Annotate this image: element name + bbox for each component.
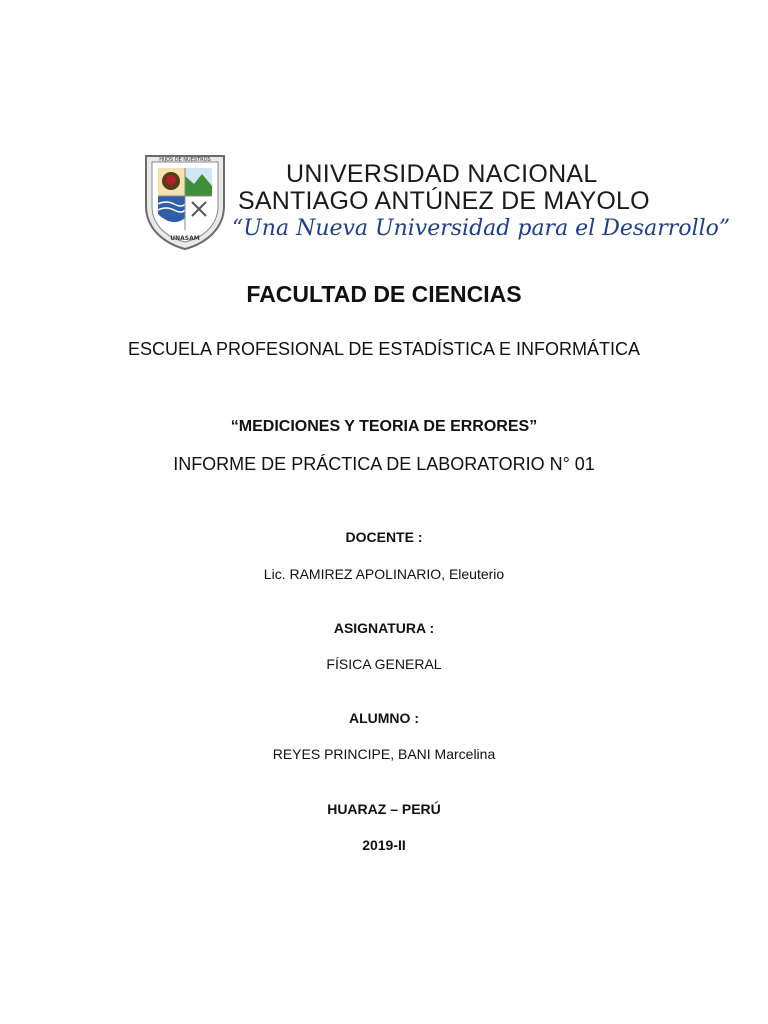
faculty-title: FACULTAD DE CIENCIAS <box>246 281 522 307</box>
docente-value: Lic. RAMIREZ APOLINARIO, Eleuterio <box>263 566 505 582</box>
asignatura-label: ASIGNATURA : <box>333 620 435 636</box>
report-title: “MEDICIONES Y TEORIA DE ERRORES” <box>230 418 538 435</box>
seal-text-top: HIJOS DE NUESTROS <box>159 157 211 163</box>
asignatura-value: FÍSICA GENERAL <box>326 656 442 672</box>
alumno-label: ALUMNO : <box>349 710 419 726</box>
university-motto: “Una Nueva Universidad para el Desarrollo” <box>232 216 731 241</box>
year-label: 2019-II <box>362 837 406 853</box>
seal-text-bottom: UNASAM <box>170 235 200 242</box>
university-name-line1: UNIVERSIDAD NACIONAL <box>286 160 598 188</box>
docente-label: DOCENTE : <box>345 529 423 545</box>
report-subtitle: INFORME DE PRÁCTICA DE LABORATORIO N° 01 <box>173 454 595 474</box>
university-seal-icon <box>144 154 226 250</box>
alumno-value: REYES PRINCIPE, BANI Marcelina <box>272 746 496 762</box>
university-name-line2: SANTIAGO ANTÚNEZ DE MAYOLO <box>238 187 650 215</box>
place-label: HUARAZ – PERÚ <box>327 801 441 817</box>
university-header <box>144 154 731 250</box>
school-name: ESCUELA PROFESIONAL DE ESTADÍSTICA E INFORMÁTICA <box>127 339 641 359</box>
